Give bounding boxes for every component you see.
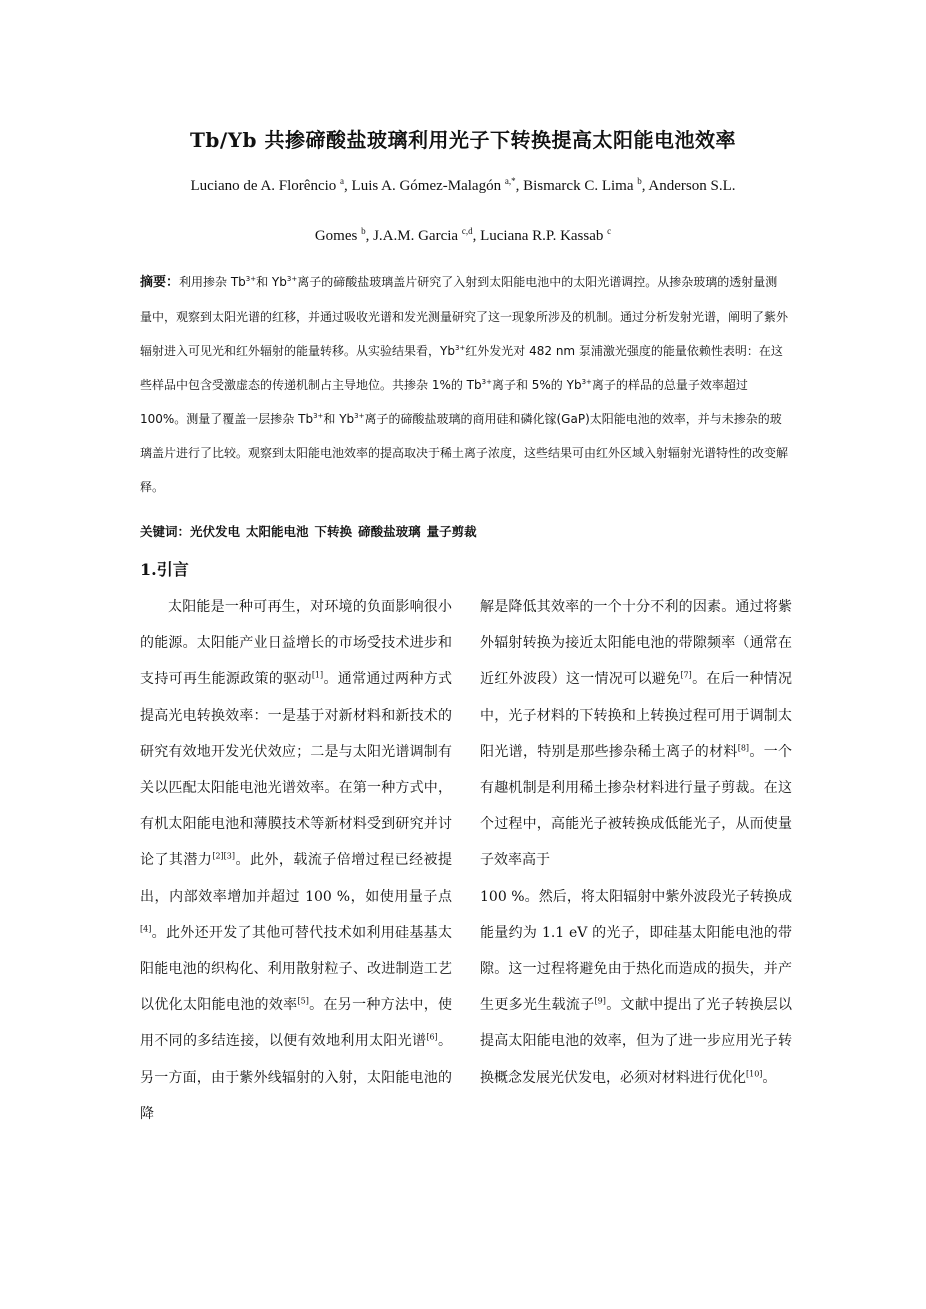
affiliation-mark: c (607, 226, 612, 236)
body-column-left (140, 589, 452, 1132)
paper-title: Tb/Yb 共掺碲酸盐玻璃利用光子下转换提高太阳能电池效率 (190, 128, 736, 152)
ion-charge: 3+ (286, 275, 298, 283)
affiliation-mark: a,* (504, 176, 516, 186)
keywords (140, 522, 483, 540)
abstract-label: 摘要： (140, 275, 180, 290)
affiliation-mark: b (361, 226, 366, 236)
paragraph-text: 解是降低其效率的一个十分不利的因素。通过将紫外辐射转换为接近太阳能电池的带隙频率（通常在近红外波段）这一情况可以避免 (480, 599, 792, 688)
author-name: , J.A.M. Garcia (365, 228, 462, 244)
citation: [7] (680, 670, 692, 680)
abstract-text: 和 Yb (256, 275, 287, 289)
paragraph-text: 。另一方面，由于紫外线辐射的入射，太阳能电池的降 (140, 1033, 453, 1122)
abstract-text: 离子和 5%的 Yb (491, 378, 582, 392)
paragraph-text: 。在另一种方法中，使用不同的多结连接，以便有效地利用太阳光谱 (140, 997, 453, 1050)
citation: [6] (426, 1032, 438, 1042)
ion-charge: 3+ (454, 344, 466, 352)
paragraph-text: 。此外，载流子倍增过程已经被提出，内部效率增加并超过 100 %，如使用量子点 (140, 852, 453, 905)
keyword: 太阳能电池 (246, 524, 309, 539)
ion-charge: 3+ (481, 378, 492, 386)
paragraph-text: 。 (762, 1069, 777, 1086)
authors-line-1 (100, 176, 826, 195)
citation: [9] (594, 996, 606, 1006)
keyword: 碲酸盐玻璃 (358, 524, 421, 539)
paragraph-text: 太阳能是一种可再生，对环境的负面影响很小的能源。太阳能产业日益增长的市场受技术进步和支持可再生能源政策的驱动 (140, 599, 452, 688)
citation: [5] (297, 996, 309, 1006)
ion-charge: 3+ (581, 378, 592, 386)
paragraph-text: 。在后一种情况中，光子材料的下转换和上转换过程可用于调制太阳光谱，特别是那些掺杂稀土离子的材料 (480, 671, 792, 760)
abstract-text: 和 Yb (323, 412, 355, 426)
author-name: , Bismarck C. Lima (515, 178, 638, 194)
author-name: Gomes (314, 228, 362, 244)
author-name: , Luciana R.P. Kassab (472, 228, 608, 244)
paragraph-text: 。一个有趣机制是利用稀土掺杂材料进行量子剪裁。在这个过程中，高能光子被转换成低能光子，从而使量子效率高于 (480, 743, 793, 869)
paragraph-text: 100 %。然后，将太阳辐射中紫外波段光子转换成能量约为 1.1 eV 的光子，即硅基太阳能电池的带隙。这一过程将避免由于热化而造成的损失，并产生更多光生载流子 (480, 888, 792, 1014)
citation: [8] (737, 743, 750, 753)
paragraph-text: 。此外还开发了其他可替代技术如利用硅基基太阳能电池的织构化、利用散射粒子、改进制造工艺以优化太阳能电池的效率 (140, 924, 452, 1014)
keyword: 下转换 (314, 524, 353, 539)
section-heading: 1.引言 (140, 560, 189, 579)
body-column-right (480, 589, 792, 1096)
abstract-text: 离子的碲酸盐玻璃的商用硅和磷化镓(GaP)太阳能电池的效率，并与未掺杂的玻璃盖片进行了比较。观察到太阳能电池效率的提高取决于稀土离子浓度，这些结果可由红外区域入射辐射光谱特性的改变解释。 (140, 412, 789, 494)
citation: [10] (746, 1068, 763, 1078)
ion-charge: 3+ (313, 412, 324, 420)
keyword: 光伏发电 (190, 524, 241, 539)
abstract-text: 红外发光对 482 nm 泵浦激光强度的能量依赖性表明：在这些样品中包含受激虚态的传递机制占主导地位。共掺杂 1%的 Tb (140, 344, 783, 392)
affiliation-mark: a (340, 176, 345, 186)
author-name: , Luis A. Gómez-Malagón (344, 178, 505, 194)
citation: [1] (311, 670, 324, 680)
citation: [4] (140, 924, 152, 934)
ion-charge: 3+ (245, 275, 257, 283)
authors-line-2 (100, 226, 826, 245)
citation: [2][3] (212, 851, 236, 861)
paragraph-text: 。文献中提出了光子转换层以提高太阳能电池的效率，但为了进一步应用光子转换概念发展光伏发电，必须对材料进行优化 (480, 997, 793, 1086)
keywords-label: 关键词： (140, 524, 191, 539)
author-name: Luciano de A. Florêncio (190, 178, 341, 194)
ion-charge: 3+ (354, 412, 365, 420)
affiliation-mark: c,d (461, 226, 473, 236)
abstract-text: 离子的碲酸盐玻璃盖片研究了入射到太阳能电池中的太阳光谱调控。从掺杂玻璃的透射量测量中，观察到太阳光谱的红移，并通过吸收光谱和发光测量研究了这一现象所涉及的机制。通过分析发射光谱，阐明了紫外辐射进入可见光和红外辐射的能量转移。从实验结果看，Yb (140, 275, 789, 358)
paragraph-text: 。通常通过两种方式提高光电转换效率：一是基于对新材料和新技术的研究有效地开发光伏效应；二是与太阳光谱调制有关以匹配太阳能电池光谱效率。在第一种方式中，有机太阳能电池和薄膜技术等新材料受到研究并讨论了其潜力 (140, 671, 453, 869)
keyword: 量子剪裁 (426, 524, 477, 539)
abstract (140, 265, 788, 504)
abstract-text: 利用掺杂 Tb (179, 275, 246, 289)
abstract-text: 离子的样品的总量子效率超过 100%。测量了覆盖一层掺杂 Tb (140, 378, 748, 426)
affiliation-mark: b (637, 176, 642, 186)
author-name: , Anderson S.L. (641, 178, 736, 194)
